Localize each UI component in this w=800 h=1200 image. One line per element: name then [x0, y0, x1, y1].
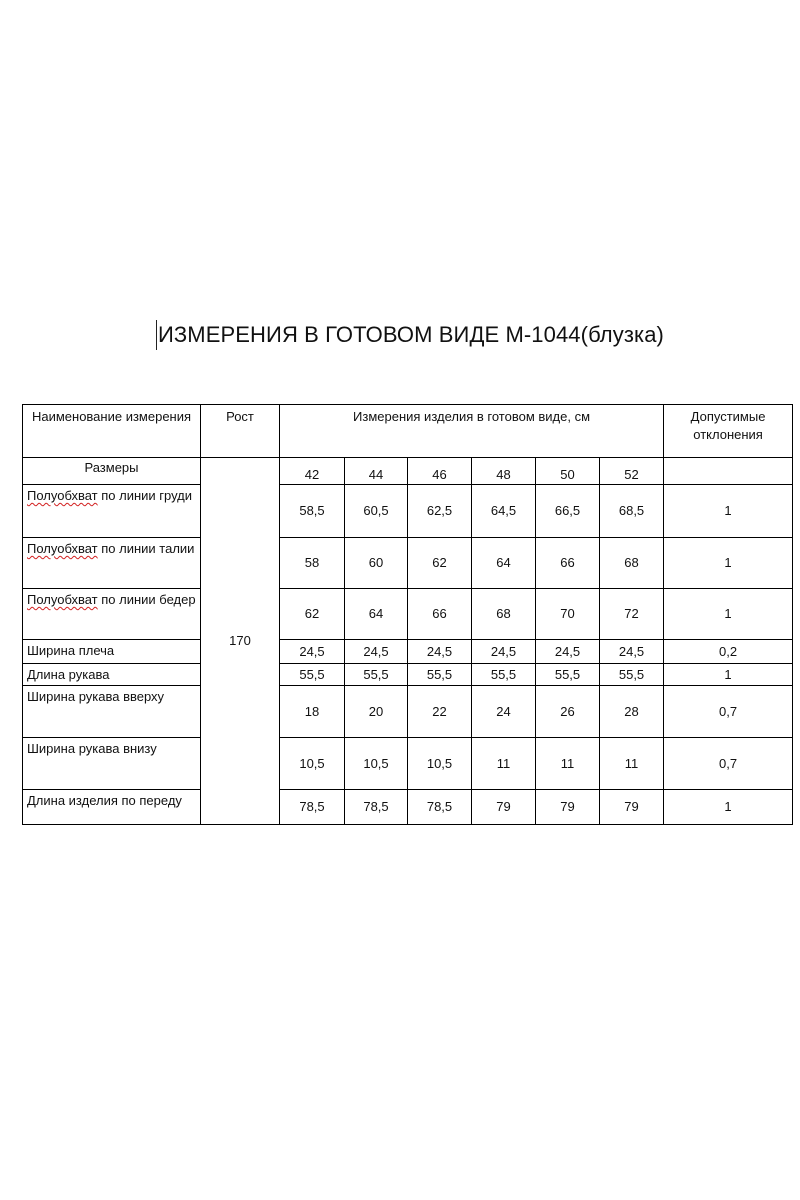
table-row	[23, 485, 793, 538]
text-cursor	[156, 320, 157, 350]
tolerance-cell: 0,7	[664, 686, 793, 738]
table-row	[23, 790, 793, 825]
value-cell: 66	[536, 538, 600, 589]
value-cell: 58,5	[280, 485, 345, 538]
measurement-name	[23, 738, 201, 790]
table-row	[23, 640, 793, 664]
value-cell: 66,5	[536, 485, 600, 538]
value-cell: 68	[472, 589, 536, 640]
value-cell: 62	[280, 589, 345, 640]
value-cell: 22	[408, 686, 472, 738]
tolerance-cell: 1	[664, 589, 793, 640]
value-cell: 55,5	[280, 664, 345, 686]
measurement-name-marked: Полуобхват	[27, 541, 98, 556]
value-cell: 24	[472, 686, 536, 738]
value-cell: 55,5	[600, 664, 664, 686]
value-cell: 78,5	[408, 790, 472, 825]
measurement-name	[23, 485, 201, 538]
value-cell: 24,5	[536, 640, 600, 664]
measurement-name	[23, 640, 201, 664]
size-cell: 52	[600, 458, 664, 485]
value-cell: 66	[408, 589, 472, 640]
table-row	[23, 538, 793, 589]
tolerance-empty-cell	[664, 458, 793, 485]
measurement-name-text: по линии груди	[97, 488, 193, 503]
title-block	[0, 318, 800, 354]
value-cell: 64	[472, 538, 536, 589]
tolerance-cell: 0,7	[664, 738, 793, 790]
measurement-name-marked: Полуобхват	[27, 592, 98, 607]
value-cell: 24,5	[345, 640, 408, 664]
value-cell: 11	[600, 738, 664, 790]
size-cell: 48	[472, 458, 536, 485]
value-cell: 60,5	[345, 485, 408, 538]
height-value: 170	[201, 458, 280, 825]
measurement-name-marked: Полуобхват	[27, 488, 98, 503]
size-cell: 46	[408, 458, 472, 485]
measurement-name	[23, 538, 201, 589]
measurement-name-text: по линии талии	[97, 541, 195, 556]
header-measurements-column: Измерения изделия в готовом виде, см	[280, 405, 664, 458]
measurement-name-text: Длина рукава	[27, 667, 110, 682]
value-cell: 68,5	[600, 485, 664, 538]
size-cell: 50	[536, 458, 600, 485]
tolerance-cell: 0,2	[664, 640, 793, 664]
table-row	[23, 738, 793, 790]
value-cell: 79	[472, 790, 536, 825]
value-cell: 70	[536, 589, 600, 640]
value-cell: 78,5	[280, 790, 345, 825]
size-cell: 44	[345, 458, 408, 485]
value-cell: 24,5	[472, 640, 536, 664]
value-cell: 62,5	[408, 485, 472, 538]
value-cell: 10,5	[408, 738, 472, 790]
measurement-name-text: Длина изделия по переду	[27, 793, 182, 808]
value-cell: 79	[600, 790, 664, 825]
tolerance-cell: 1	[664, 538, 793, 589]
value-cell: 26	[536, 686, 600, 738]
tolerance-cell: 1	[664, 790, 793, 825]
value-cell: 24,5	[408, 640, 472, 664]
measurement-name-text: Ширина рукава вверху	[27, 689, 165, 704]
value-cell: 60	[345, 538, 408, 589]
value-cell: 11	[536, 738, 600, 790]
measurements-table	[22, 404, 793, 825]
table-body	[23, 405, 793, 825]
value-cell: 55,5	[345, 664, 408, 686]
value-cell: 20	[345, 686, 408, 738]
header-row	[23, 405, 793, 458]
value-cell: 79	[536, 790, 600, 825]
value-cell: 10,5	[345, 738, 408, 790]
value-cell: 10,5	[280, 738, 345, 790]
table-row	[23, 664, 793, 686]
value-cell: 55,5	[408, 664, 472, 686]
sizes-label: Размеры	[23, 458, 201, 485]
value-cell: 62	[408, 538, 472, 589]
table-row	[23, 686, 793, 738]
measurement-name-text: по линии бедер	[97, 592, 196, 607]
value-cell: 55,5	[472, 664, 536, 686]
size-cell: 42	[280, 458, 345, 485]
measurement-name	[23, 589, 201, 640]
header-name-column: Наименование измерения	[23, 405, 201, 458]
value-cell: 11	[472, 738, 536, 790]
value-cell: 72	[600, 589, 664, 640]
measurement-name	[23, 790, 201, 825]
page-title: ИЗМЕРЕНИЯ В ГОТОВОМ ВИДЕ М-1044(блузка)	[158, 322, 664, 347]
measurement-name	[23, 664, 201, 686]
sizes-row	[23, 458, 793, 485]
value-cell: 28	[600, 686, 664, 738]
header-tolerance-column: Допустимые отклонения	[664, 405, 793, 458]
measurement-name-text: Ширина рукава внизу	[27, 741, 157, 756]
value-cell: 68	[600, 538, 664, 589]
value-cell: 24,5	[280, 640, 345, 664]
value-cell: 55,5	[536, 664, 600, 686]
measurement-name-text: Ширина плеча	[27, 643, 115, 658]
header-height-column: Рост	[201, 405, 280, 458]
tolerance-cell: 1	[664, 664, 793, 686]
value-cell: 18	[280, 686, 345, 738]
value-cell: 64,5	[472, 485, 536, 538]
value-cell: 24,5	[600, 640, 664, 664]
table-row	[23, 589, 793, 640]
tolerance-cell: 1	[664, 485, 793, 538]
value-cell: 64	[345, 589, 408, 640]
measurement-name	[23, 686, 201, 738]
value-cell: 58	[280, 538, 345, 589]
value-cell: 78,5	[345, 790, 408, 825]
